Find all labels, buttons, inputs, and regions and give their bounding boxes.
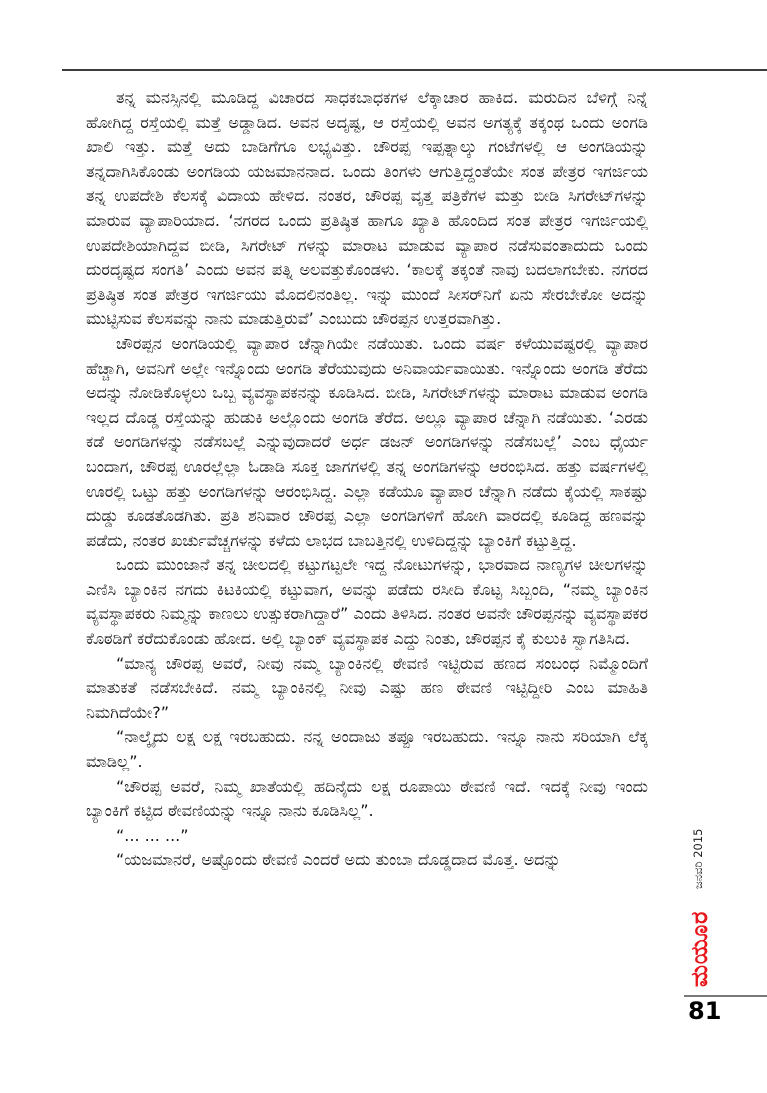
paragraph: ಒಂದು ಮುಂಜಾನೆ ತನ್ನ ಚೀಲದಲ್ಲಿ ಕಟ್ಟುಗಟ್ಟಲೇ ಇದ್ದ ನೋಟುಗಳನ್ನು, ಭಾರವಾದ ನಾಣ್ಯಗಳ ಚೀಲಗಳನ್ನು ಎಣಿಸಿ ಬ್ಯಾಂಕಿನ ನಗದು ಕಿಟಕಿಯಲ್ಲಿ ಕಟ್ಟುವಾಗ, ಅವನ್ನು ಪಡೆದು ರಸೀದಿ ಕೊಟ್ಟ ಸಿಬ್ಬಂದಿ, “ನಮ್ಮ ಬ್ಯಾಂಕಿನ ವ್ಯವಸ್ಥಾಪಕರು ನಿಮ್ಮನ್ನು ಕಾಣಲು ಉತ್ಸುಕರಾಗಿದ್ದಾರೆ” ಎಂದು ತಿಳಿಸಿದ. ನಂತರ ಅವನೇ ಚೌರಪ್ಪನನ್ನು ವ್ಯವಸ್ಥಾಪಕರ ಕೊಠಡಿಗೆ ಕರೆದುಕೊಂಡು ಹೋದ. ಅಲ್ಲಿ ಬ್ಯಾಂಕ್ ವ್ಯವಸ್ಥಾಪಕ ಎದ್ದು ನಿಂತು, ಚೌರಪ್ಪನ ಕೈ ಕುಲುಕಿ ಸ್ವಾಗತಿಸಿದ. (86, 555, 648, 649)
magazine-name-vertical: ಮಯೂರ (687, 910, 713, 987)
paragraph: ತನ್ನ ಮನಸ್ಸಿನಲ್ಲಿ ಮೂಡಿದ್ದ ವಿಚಾರದ ಸಾಧಕಬಾಧಕಗಳ ಲೆಕ್ಕಾಚಾರ ಹಾಕಿದ. ಮರುದಿನ ಬೆಳಿಗ್ಗೆ ನಿನ್ನೆ ಹೋಗಿದ್ದ ರಸ್ತೆಯಲ್ಲಿ ಮತ್ತೆ ಅಡ್ಡಾಡಿದ. ಅವನ ಅದೃಷ್ಟ, ಆ ರಸ್ತೆಯಲ್ಲಿ ಅವನ ಅಗತ್ಯಕ್ಕೆ ತಕ್ಕಂಥ ಒಂದು ಅಂಗಡಿ ಖಾಲಿ ಇತ್ತು. ಮತ್ತೆ ಅದು ಬಾಡಿಗೆಗೂ ಲಭ್ಯವಿತ್ತು. ಚೌರಪ್ಪ ಇಪ್ಪತ್ನಾಲ್ಕು ಗಂಟೆಗಳಲ್ಲಿ ಆ ಅಂಗಡಿಯನ್ನು ತನ್ನದಾಗಿಸಿಕೊಂಡು ಅಂಗಡಿಯ ಯಜಮಾನನಾದ. ಒಂದು ತಿಂಗಳು ಆಗುತ್ತಿದ್ದಂತೆಯೇ ಸಂತ ಪೇತ್ರರ ಇಗರ್ಜಿಯ ತನ್ನ ಉಪದೇಶಿ ಕೆಲಸಕ್ಕೆ ವಿದಾಯ ಹೇಳಿದ. ನಂತರ, ಚೌರಪ್ಪ ವೃತ್ತ ಪತ್ರಿಕೆಗಳ ಮತ್ತು ಬೀಡಿ ಸಿಗರೇಟ್‌ಗಳನ್ನು ಮಾರುವ ವ್ಯಾಪಾರಿಯಾದ. ‘ನಗರದ ಒಂದು ಪ್ರತಿಷ್ಠಿತ ಹಾಗೂ ಖ್ಯಾತಿ ಹೊಂದಿದ ಸಂತ ಪೇತ್ರರ ಇಗರ್ಜಿಯಲ್ಲಿ ಉಪದೇಶಿಯಾಗಿದ್ದವ ಬೀಡಿ, ಸಿಗರೇಟ್ ಗಳನ್ನು ಮಾರಾಟ ಮಾಡುವ ವ್ಯಾಪಾರ ನಡೆಸುವಂತಾದುದು ಒಂದು ದುರದೃಷ್ಟದ ಸಂಗತಿ’ ಎಂದು ಅವನ ಪತ್ನಿ ಅಲವತ್ತುಕೊಂಡಳು. ‘ಕಾಲಕ್ಕೆ ತಕ್ಕಂತೆ ನಾವು ಬದಲಾಗಬೇಕು. ನಗರದ ಪ್ರತಿಷ್ಠಿತ ಸಂತ ಪೇತ್ರರ ಇಗರ್ಜಿಯು ಮೊದಲಿನಂತಿಲ್ಲ. ಇನ್ನು ಮುಂದೆ ಸೀಸರ್‌ನಿಗೆ ಏನು ಸೇರಬೇಕೋ ಅದನ್ನು ಮುಟ್ಟಿಸುವ ಕೆಲಸವನ್ನು ನಾನು ಮಾಡುತ್ತಿರುವೆ’ ಎಂಬುದು ಚೌರಪ್ಪನ ಉತ್ತರವಾಗಿತ್ತು. (86, 88, 648, 329)
paragraph: “... ... ...” (116, 825, 189, 845)
top-rule (62, 69, 767, 71)
paragraph: “ಯಜಮಾನರೆ, ಅಷ್ಟೊಂದು ಠೇವಣಿ ಎಂದರೆ ಅದು ತುಂಬಾ ದೊಡ್ಡದಾದ ಮೊತ್ತ. ಅದನ್ನು (116, 850, 561, 870)
paragraph: “ಚೌರಪ್ಪ ಅವರೆ, ನಿಮ್ಮ ಖಾತೆಯಲ್ಲಿ ಹದಿನೈದು ಲಕ್ಷ ರೂಪಾಯಿ ಠೇವಣಿ ಇದೆ. ಇದಕ್ಕೆ ನೀವು ಇಂದು ಬ್ಯಾಂಕಿಗೆ ಕಟ್ಟಿದ ಠೇವಣಿಯನ್ನು ಇನ್ನೂ ನಾನು ಕೂಡಿಸಿಲ್ಲ”. (86, 776, 648, 821)
paragraph: “ಮಾನ್ಯ ಚೌರಪ್ಪ ಅವರೆ, ನೀವು ನಮ್ಮ ಬ್ಯಾಂಕಿನಲ್ಲಿ ಠೇವಣಿ ಇಟ್ಟಿರುವ ಹಣದ ಸಂಬಂಧ ನಿಮ್ಮೊಂದಿಗೆ ಮಾತುಕತೆ ನಡೆಸಬೇಕಿದೆ. ನಮ್ಮ ಬ್ಯಾಂಕಿನಲ್ಲಿ ನೀವು ಎಷ್ಟು ಹಣ ಠೇವಣಿ ಇಟ್ಟಿದ್ದೀರಿ ಎಂಬ ಮಾಹಿತಿ ನಿಮಗಿದೆಯೇ?” (86, 653, 648, 722)
article-body (86, 86, 648, 998)
issue-date-vertical: ಜನವರಿ 2015 (691, 828, 705, 889)
page-number: 81 (688, 997, 722, 1025)
paragraph: ಚೌರಪ್ಪನ ಅಂಗಡಿಯಲ್ಲಿ ವ್ಯಾಪಾರ ಚೆನ್ನಾಗಿಯೇ ನಡೆಯಿತು. ಒಂದು ವರ್ಷ ಕಳೆಯುವಷ್ಟರಲ್ಲಿ ವ್ಯಾಪಾರ ಹೆಚ್ಚಾಗಿ, ಅವನಿಗೆ ಅಲ್ಲೇ ಇನ್ನೊಂದು ಅಂಗಡಿ ತೆರೆಯುವುದು ಅನಿವಾರ್ಯವಾಯಿತು. ಇನ್ನೊಂದು ಅಂಗಡಿ ತೆರೆದು ಅದನ್ನು ನೋಡಿಕೊಳ್ಳಲು ಒಬ್ಬ ವ್ಯವಸ್ಥಾಪಕನನ್ನು ಕೂಡಿಸಿದ. ಬೀಡಿ, ಸಿಗರೇಟ್‌ಗಳನ್ನು ಮಾರಾಟ ಮಾಡುವ ಅಂಗಡಿ ಇಲ್ಲದ ದೊಡ್ಡ ರಸ್ತೆಯನ್ನು ಹುಡುಕಿ ಅಲ್ಲೊಂದು ಅಂಗಡಿ ತೆರೆದ. ಅಲ್ಲೂ ವ್ಯಾಪಾರ ಚೆನ್ನಾಗಿ ನಡೆಯಿತು. ‘ಎರಡು ಕಡೆ ಅಂಗಡಿಗಳನ್ನು ನಡೆಸಬಲ್ಲೆ ಎನ್ನುವುದಾದರೆ ಅರ್ಧ ಡಜನ್ ಅಂಗಡಿಗಳನ್ನು ನಡೆಸಬಲ್ಲೆ’ ಎಂಬ ಧೈರ್ಯ ಬಂದಾಗ, ಚೌರಪ್ಪ ಊರಲ್ಲೆಲ್ಲಾ ಓಡಾಡಿ ಸೂಕ್ತ ಜಾಗಗಳಲ್ಲಿ ತನ್ನ ಅಂಗಡಿಗಳನ್ನು ಆರಂಭಿಸಿದ. ಹತ್ತು ವರ್ಷಗಳಲ್ಲಿ ಊರಲ್ಲಿ ಒಟ್ಟು ಹತ್ತು ಅಂಗಡಿಗಳನ್ನು ಆರಂಭಿಸಿದ್ದ. ಎಲ್ಲಾ ಕಡೆಯೂ ವ್ಯಾಪಾರ ಚೆನ್ನಾಗಿ ನಡೆದು ಕೈಯಲ್ಲಿ ಸಾಕಷ್ಟು ದುಡ್ಡು ಕೂಡತೊಡಗಿತು. ಪ್ರತಿ ಶನಿವಾರ ಚೌರಪ್ಪ ಎಲ್ಲಾ ಅಂಗಡಿಗಳಿಗೆ ಹೋಗಿ ವಾರದಲ್ಲಿ ಕೂಡಿದ್ದ ಹಣವನ್ನು ಪಡೆದು, ನಂತರ ಖರ್ಚುವೆಚ್ಚಗಳನ್ನು ಕಳೆದು ಲಾಭದ ಬಾಬತ್ತಿನಲ್ಲಿ ಉಳಿದಿದ್ದನ್ನು ಬ್ಯಾಂಕಿಗೆ ಕಟ್ಟುತ್ತಿದ್ದ. (86, 333, 648, 550)
paragraph: “ನಾಲ್ಕೈದು ಲಕ್ಷ ಲಕ್ಷ ಇರಬಹುದು. ನನ್ನ ಅಂದಾಜು ತಪ್ಪೂ ಇರಬಹುದು. ಇನ್ನೂ ನಾನು ಸರಿಯಾಗಿ ಲೆಕ್ಕ ಮಾಡಿಲ್ಲ”. (86, 727, 648, 772)
